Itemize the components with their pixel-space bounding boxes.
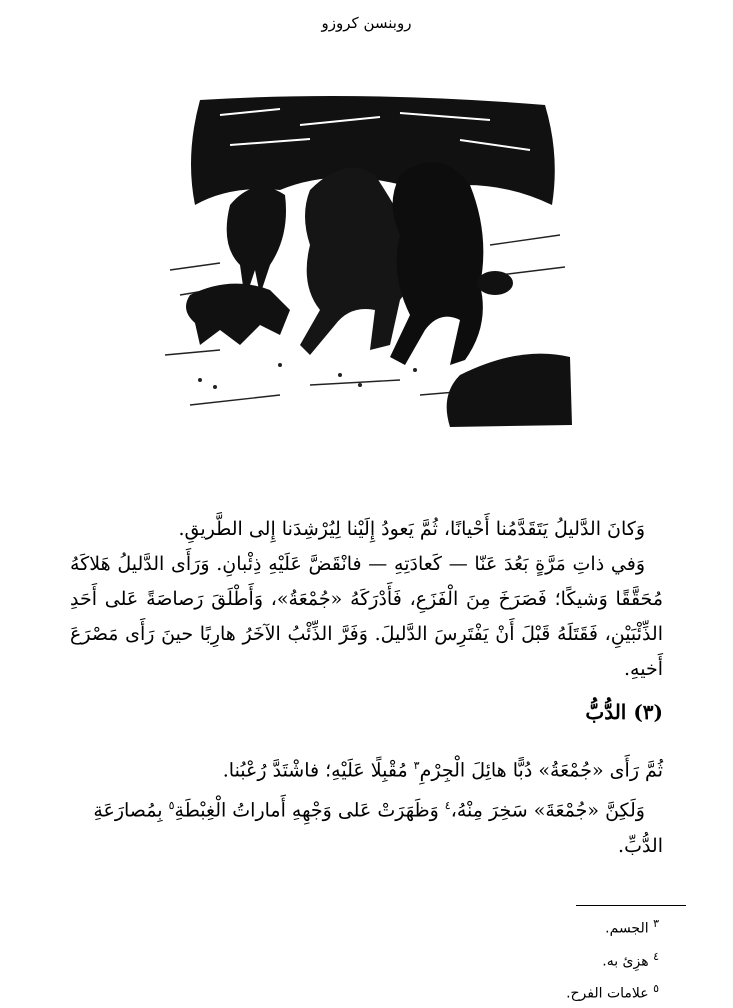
footnote-text: علامات الفرح. [566, 985, 649, 1002]
illustration-horse-left [227, 187, 286, 300]
footnote-number: ٣ [653, 917, 659, 930]
illustration-wolf [186, 284, 290, 345]
bear-2-a: وَلَكِنَّ «جُمْعَةَ» سَخِرَ مِنْهُ، [450, 799, 645, 822]
footnote-ref-4[interactable]: ٤ [444, 799, 451, 813]
body-text [70, 512, 663, 687]
footnote-text: هزِئ به. [602, 953, 649, 970]
bear-2-b: وَظَهَرَتْ عَلى وَجْهِهِ أَماراتُ الْغِبْطَةِ [174, 799, 445, 822]
illustration-tracks [198, 363, 417, 389]
paragraph-bear-2 [70, 788, 663, 863]
bear-1-b: مُقْبِلًا عَلَيْهِ؛ فاشْتَدَّ رُعْبُنا. [222, 759, 414, 782]
paragraph-bear-1 [70, 748, 663, 788]
footnote-ref-3[interactable]: ٣ [413, 759, 420, 772]
footnote-number: ٤ [653, 949, 659, 963]
footnote-text: الجسم. [605, 920, 649, 937]
footnote-item [359, 943, 659, 976]
footnote-number: ٥ [653, 982, 659, 996]
section-heading: (٣) الدُّبُّ [585, 700, 663, 724]
footnote-item [359, 975, 659, 1008]
paragraph-guide: وَكانَ الدَّليلُ يَتَقَدَّمُنا أَحْيانًا، ثُمَّ يَعودُ إِلَيْنا لِيُرْشِدَنا إِلى الطَّريقِ. [178, 518, 645, 540]
illustration-horses-wolves [160, 95, 574, 430]
bear-1-a: ثُمَّ رَأَى «جُمْعَةُ» دُبًّا هائِلَ الْجِرْمِ [419, 759, 663, 782]
bear-2-c: بِمُصارَعَةِ الدُّبِّ. [93, 799, 663, 857]
footnote-divider [576, 905, 686, 906]
illustration-hat [477, 271, 513, 295]
footnotes [359, 910, 659, 1008]
illustration-rocks [447, 354, 572, 427]
footnote-item [359, 910, 659, 943]
running-title: روبنسن كروزو [321, 14, 412, 32]
paragraph-wolves: وَفي ذاتِ مَرَّةٍ بَعُدَ عَنّا — كَعادَتِهِ — فانْقَضَّ عَلَيْهِ ذِئْبانِ. وَرَأَى الدَّليلُ هَلاكَهُ مُحَقَّقًا وَشيكًا؛ فَصَرَخَ مِنَ الْفَزَعِ، فَأَدْرَكَهُ «جُمْعَةُ»، وَأَطْلَقَ رَصاصَةً عَلى أَحَدِ الذِّئْبَيْنِ، فَقَتَلَهُ قَبْلَ أَنْ يَفْتَرِسَ الدَّليلَ. وَفَرَّ الذِّئْبُ الآخَرُ هارِبًا حينَ رَأَى مَصْرَعَ أَخيهِ. [70, 553, 663, 680]
footnote-ref-5[interactable]: ٥ [168, 799, 175, 813]
section-bear-text [70, 748, 663, 864]
illustration-horse-right [390, 162, 483, 365]
